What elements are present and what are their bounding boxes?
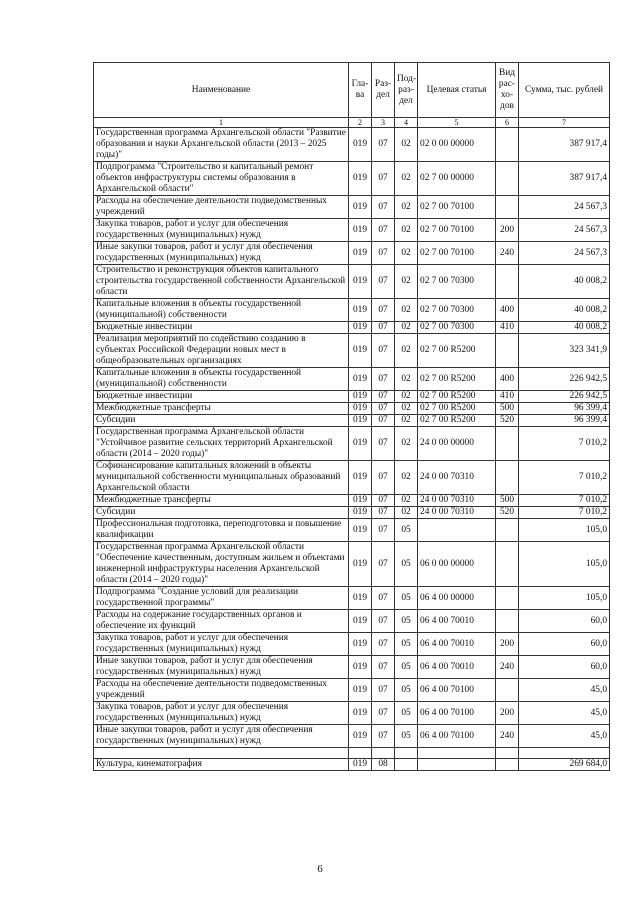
row-name: Субсидии <box>94 507 349 519</box>
row-glava: 019 <box>349 265 372 299</box>
row-glava: 019 <box>349 368 372 391</box>
row-glava: 019 <box>349 519 372 542</box>
row-target: 02 7 00 70100 <box>418 242 496 265</box>
row-sum: 60,0 <box>519 656 610 679</box>
row-razdel: 07 <box>372 656 395 679</box>
row-razdel <box>372 748 395 759</box>
row-sum: 40 008,2 <box>519 265 610 299</box>
row-target: 02 7 00 R5200 <box>418 391 496 403</box>
row-target: 06 4 00 70100 <box>418 702 496 725</box>
row-name: Бюджетные инвестиции <box>94 391 349 403</box>
row-name: Профессиональная подготовка, переподготовка и повышение квалификации <box>94 519 349 542</box>
row-name: Закупка товаров, работ и услуг для обеспечения государственных (муниципальных) нужд <box>94 633 349 656</box>
row-vid: 520 <box>496 507 519 519</box>
row-glava: 019 <box>349 299 372 322</box>
row-name: Иные закупки товаров, работ и услуг для обеспечения государственных (муниципальных) нужд <box>94 725 349 748</box>
row-name: Расходы на обеспечение деятельности подведомственных учреждений <box>94 679 349 702</box>
row-sum: 40 008,2 <box>519 322 610 334</box>
row-vid <box>496 265 519 299</box>
header-vid: Вид рас- хо- дов <box>496 63 519 118</box>
row-glava: 019 <box>349 542 372 587</box>
row-razdel: 07 <box>372 415 395 427</box>
row-razdel: 07 <box>372 702 395 725</box>
column-number: 2 <box>349 118 372 128</box>
row-sum: 96 399,4 <box>519 403 610 415</box>
row-name: Капитальные вложения в объекты государственной (муниципальной) собственности <box>94 368 349 391</box>
row-sum <box>519 748 610 759</box>
row-name: Межбюджетные трансферты <box>94 495 349 507</box>
row-vid: 200 <box>496 219 519 242</box>
table-row <box>94 128 610 162</box>
row-razdel: 07 <box>372 334 395 368</box>
row-razdel: 07 <box>372 128 395 162</box>
column-number: 5 <box>418 118 496 128</box>
row-target: 06 4 00 00000 <box>418 587 496 610</box>
row-target: 02 7 00 70300 <box>418 299 496 322</box>
row-glava: 019 <box>349 403 372 415</box>
row-target: 06 4 00 70010 <box>418 610 496 633</box>
row-glava: 019 <box>349 495 372 507</box>
row-sum: 387 917,4 <box>519 128 610 162</box>
row-vid: 200 <box>496 633 519 656</box>
row-glava: 019 <box>349 242 372 265</box>
header-sum: Сумма, тыс. рублей <box>519 63 610 118</box>
row-podrazdel: 02 <box>395 322 418 334</box>
row-sum: 269 684,0 <box>519 759 610 771</box>
row-target: 06 4 00 70010 <box>418 656 496 679</box>
row-name: Капитальные вложения в объекты государственной (муниципальной) собственности <box>94 299 349 322</box>
row-target: 02 7 00 R5200 <box>418 415 496 427</box>
row-podrazdel <box>395 759 418 771</box>
table-row <box>94 334 610 368</box>
row-glava: 019 <box>349 633 372 656</box>
table-row <box>94 461 610 495</box>
row-name: Реализация мероприятий по содействию созданию в субъектах Российской Федерации новых мест в общеобразовательных организациях <box>94 334 349 368</box>
table-row <box>94 725 610 748</box>
row-podrazdel: 02 <box>395 334 418 368</box>
row-target: 02 7 00 70100 <box>418 219 496 242</box>
row-target <box>418 748 496 759</box>
row-razdel: 07 <box>372 368 395 391</box>
row-razdel: 07 <box>372 519 395 542</box>
row-sum: 7 010,2 <box>519 461 610 495</box>
row-target: 06 4 00 70100 <box>418 725 496 748</box>
row-vid <box>496 542 519 587</box>
row-vid <box>496 334 519 368</box>
row-razdel: 07 <box>372 391 395 403</box>
row-sum: 323 341,9 <box>519 334 610 368</box>
table-row <box>94 507 610 519</box>
table-row <box>94 702 610 725</box>
table-row <box>94 162 610 196</box>
row-glava: 019 <box>349 587 372 610</box>
row-razdel: 07 <box>372 679 395 702</box>
row-target: 24 0 00 70310 <box>418 507 496 519</box>
row-vid: 410 <box>496 322 519 334</box>
row-vid <box>496 427 519 461</box>
row-name: Софинансирование капитальных вложений в объекты муниципальной собственности муниципальных образований Архангельской области <box>94 461 349 495</box>
row-glava: 019 <box>349 759 372 771</box>
row-name: Государственная программа Архангельской области "Устойчивое развитие сельских территорий Архангельской области (2014 – 2020 годы)" <box>94 427 349 461</box>
header-target: Целевая статья <box>418 63 496 118</box>
row-target: 24 0 00 70310 <box>418 495 496 507</box>
row-vid <box>496 759 519 771</box>
row-razdel: 07 <box>372 542 395 587</box>
column-number: 6 <box>496 118 519 128</box>
row-podrazdel: 02 <box>395 427 418 461</box>
row-sum: 226 942,5 <box>519 368 610 391</box>
row-sum: 24 567,3 <box>519 242 610 265</box>
table-row <box>94 748 610 759</box>
row-glava: 019 <box>349 415 372 427</box>
row-name: Культура, кинематография <box>94 759 349 771</box>
row-target <box>418 519 496 542</box>
row-podrazdel: 05 <box>395 587 418 610</box>
row-sum: 45,0 <box>519 702 610 725</box>
row-podrazdel: 02 <box>395 507 418 519</box>
row-name: Закупка товаров, работ и услуг для обеспечения государственных (муниципальных) нужд <box>94 702 349 725</box>
row-podrazdel: 02 <box>395 219 418 242</box>
row-glava: 019 <box>349 162 372 196</box>
row-vid: 240 <box>496 242 519 265</box>
row-vid <box>496 128 519 162</box>
budget-table <box>93 62 610 771</box>
row-vid <box>496 610 519 633</box>
row-vid <box>496 679 519 702</box>
row-vid <box>496 587 519 610</box>
row-name: Бюджетные инвестиции <box>94 322 349 334</box>
row-sum: 105,0 <box>519 519 610 542</box>
row-razdel: 07 <box>372 507 395 519</box>
row-razdel: 07 <box>372 427 395 461</box>
row-target: 06 0 00 00000 <box>418 542 496 587</box>
row-name: Иные закупки товаров, работ и услуг для обеспечения государственных (муниципальных) нужд <box>94 656 349 679</box>
table-row <box>94 519 610 542</box>
table-row <box>94 427 610 461</box>
row-target: 02 7 00 R5200 <box>418 403 496 415</box>
row-name: Межбюджетные трансферты <box>94 403 349 415</box>
table-row <box>94 679 610 702</box>
row-glava: 019 <box>349 128 372 162</box>
row-target: 02 7 00 00000 <box>418 162 496 196</box>
table-row <box>94 391 610 403</box>
table-row <box>94 587 610 610</box>
row-glava: 019 <box>349 507 372 519</box>
row-podrazdel: 05 <box>395 610 418 633</box>
row-glava: 019 <box>349 427 372 461</box>
table-row <box>94 368 610 391</box>
row-name: Иные закупки товаров, работ и услуг для обеспечения государственных (муниципальных) нужд <box>94 242 349 265</box>
row-target: 02 0 00 00000 <box>418 128 496 162</box>
row-sum: 60,0 <box>519 610 610 633</box>
row-razdel: 07 <box>372 299 395 322</box>
row-razdel: 07 <box>372 610 395 633</box>
row-vid <box>496 196 519 219</box>
column-number: 3 <box>372 118 395 128</box>
row-podrazdel: 02 <box>395 415 418 427</box>
row-name: Государственная программа Архангельской области "Обеспечение качественным, доступным жильем и объектами инженерной инфраструктуры населения Архангельской области (2014 – 2020 годы)" <box>94 542 349 587</box>
row-glava: 019 <box>349 702 372 725</box>
row-podrazdel: 05 <box>395 519 418 542</box>
header-glava: Гла- ва <box>349 63 372 118</box>
row-vid: 410 <box>496 391 519 403</box>
row-podrazdel: 02 <box>395 128 418 162</box>
row-sum: 7 010,2 <box>519 427 610 461</box>
row-sum: 105,0 <box>519 542 610 587</box>
row-podrazdel: 02 <box>395 162 418 196</box>
column-number: 4 <box>395 118 418 128</box>
row-vid <box>496 162 519 196</box>
row-podrazdel: 05 <box>395 656 418 679</box>
row-target: 02 7 00 70300 <box>418 322 496 334</box>
row-sum: 7 010,2 <box>519 495 610 507</box>
row-vid: 520 <box>496 415 519 427</box>
row-razdel: 07 <box>372 495 395 507</box>
page-number: 6 <box>317 863 323 875</box>
row-podrazdel: 02 <box>395 196 418 219</box>
row-sum: 7 010,2 <box>519 507 610 519</box>
row-vid <box>496 748 519 759</box>
row-podrazdel <box>395 748 418 759</box>
row-target: 02 7 00 70100 <box>418 196 496 219</box>
table-row <box>94 415 610 427</box>
row-vid: 200 <box>496 702 519 725</box>
row-sum: 60,0 <box>519 633 610 656</box>
row-glava: 019 <box>349 196 372 219</box>
table-row <box>94 322 610 334</box>
row-podrazdel: 05 <box>395 725 418 748</box>
row-razdel: 07 <box>372 322 395 334</box>
row-podrazdel: 05 <box>395 542 418 587</box>
row-podrazdel: 02 <box>395 391 418 403</box>
table-row <box>94 610 610 633</box>
row-target: 24 0 00 70310 <box>418 461 496 495</box>
row-vid: 500 <box>496 403 519 415</box>
row-target: 02 7 00 R5200 <box>418 334 496 368</box>
row-sum: 226 942,5 <box>519 391 610 403</box>
row-name: Подпрограмма "Создание условий для реализации государственной программы" <box>94 587 349 610</box>
row-name: Государственная программа Архангельской области "Развитие образования и науки Архангельской области (2013 – 2025 годы)" <box>94 128 349 162</box>
table-row <box>94 495 610 507</box>
header-razdel: Раз- дел <box>372 63 395 118</box>
table-row <box>94 242 610 265</box>
table-row <box>94 219 610 242</box>
row-target: 06 4 00 70010 <box>418 633 496 656</box>
table-row <box>94 759 610 771</box>
table-row <box>94 656 610 679</box>
row-vid: 400 <box>496 299 519 322</box>
row-razdel: 07 <box>372 162 395 196</box>
row-podrazdel: 05 <box>395 702 418 725</box>
row-razdel: 07 <box>372 633 395 656</box>
row-sum: 45,0 <box>519 679 610 702</box>
table-row <box>94 299 610 322</box>
row-razdel: 07 <box>372 403 395 415</box>
row-target: 06 4 00 70100 <box>418 679 496 702</box>
row-razdel: 08 <box>372 759 395 771</box>
row-podrazdel: 02 <box>395 265 418 299</box>
row-razdel: 07 <box>372 196 395 219</box>
row-name: Субсидии <box>94 415 349 427</box>
row-glava: 019 <box>349 391 372 403</box>
row-glava: 019 <box>349 725 372 748</box>
row-vid: 500 <box>496 495 519 507</box>
row-glava: 019 <box>349 219 372 242</box>
header-podrazdel: Под- раз- дел <box>395 63 418 118</box>
table-row <box>94 403 610 415</box>
row-glava: 019 <box>349 679 372 702</box>
table-row <box>94 265 610 299</box>
header-name: Наименование <box>94 63 349 118</box>
row-sum: 105,0 <box>519 587 610 610</box>
column-number: 1 <box>94 118 349 128</box>
column-number: 7 <box>519 118 610 128</box>
row-razdel: 07 <box>372 219 395 242</box>
row-name: Подпрограмма "Строительство и капитальный ремонт объектов инфраструктуры системы образования в Архангельской области" <box>94 162 349 196</box>
row-name: Строительство и реконструкция объектов капитального строительства государственной собственности Архангельской области <box>94 265 349 299</box>
row-podrazdel: 02 <box>395 461 418 495</box>
row-name: Закупка товаров, работ и услуг для обеспечения государственных (муниципальных) нужд <box>94 219 349 242</box>
row-target: 02 7 00 70300 <box>418 265 496 299</box>
row-name: Расходы на обеспечение деятельности подведомственных учреждений <box>94 196 349 219</box>
row-name <box>94 748 349 759</box>
row-sum: 387 917,4 <box>519 162 610 196</box>
row-podrazdel: 02 <box>395 299 418 322</box>
row-target <box>418 759 496 771</box>
row-podrazdel: 02 <box>395 368 418 391</box>
row-sum: 45,0 <box>519 725 610 748</box>
row-name: Расходы на содержание государственных органов и обеспечение их функций <box>94 610 349 633</box>
table-row <box>94 196 610 219</box>
row-podrazdel: 05 <box>395 633 418 656</box>
row-razdel: 07 <box>372 587 395 610</box>
table-row <box>94 542 610 587</box>
row-razdel: 07 <box>372 461 395 495</box>
row-glava: 019 <box>349 461 372 495</box>
column-number-row <box>94 118 610 128</box>
row-podrazdel: 05 <box>395 679 418 702</box>
row-sum: 40 008,2 <box>519 299 610 322</box>
row-vid: 400 <box>496 368 519 391</box>
row-podrazdel: 02 <box>395 403 418 415</box>
row-glava: 019 <box>349 322 372 334</box>
row-podrazdel: 02 <box>395 495 418 507</box>
row-glava: 019 <box>349 610 372 633</box>
row-razdel: 07 <box>372 725 395 748</box>
row-target: 02 7 00 R5200 <box>418 368 496 391</box>
row-vid: 240 <box>496 725 519 748</box>
row-sum: 24 567,3 <box>519 219 610 242</box>
row-glava: 019 <box>349 656 372 679</box>
row-vid <box>496 461 519 495</box>
row-sum: 24 567,3 <box>519 196 610 219</box>
row-razdel: 07 <box>372 242 395 265</box>
row-podrazdel: 02 <box>395 242 418 265</box>
row-vid <box>496 519 519 542</box>
row-target: 24 0 00 00000 <box>418 427 496 461</box>
row-glava: 019 <box>349 334 372 368</box>
table-header-row <box>94 63 610 118</box>
row-razdel: 07 <box>372 265 395 299</box>
row-sum: 96 399,4 <box>519 415 610 427</box>
row-glava <box>349 748 372 759</box>
row-vid: 240 <box>496 656 519 679</box>
table-row <box>94 633 610 656</box>
table-body <box>94 128 610 771</box>
